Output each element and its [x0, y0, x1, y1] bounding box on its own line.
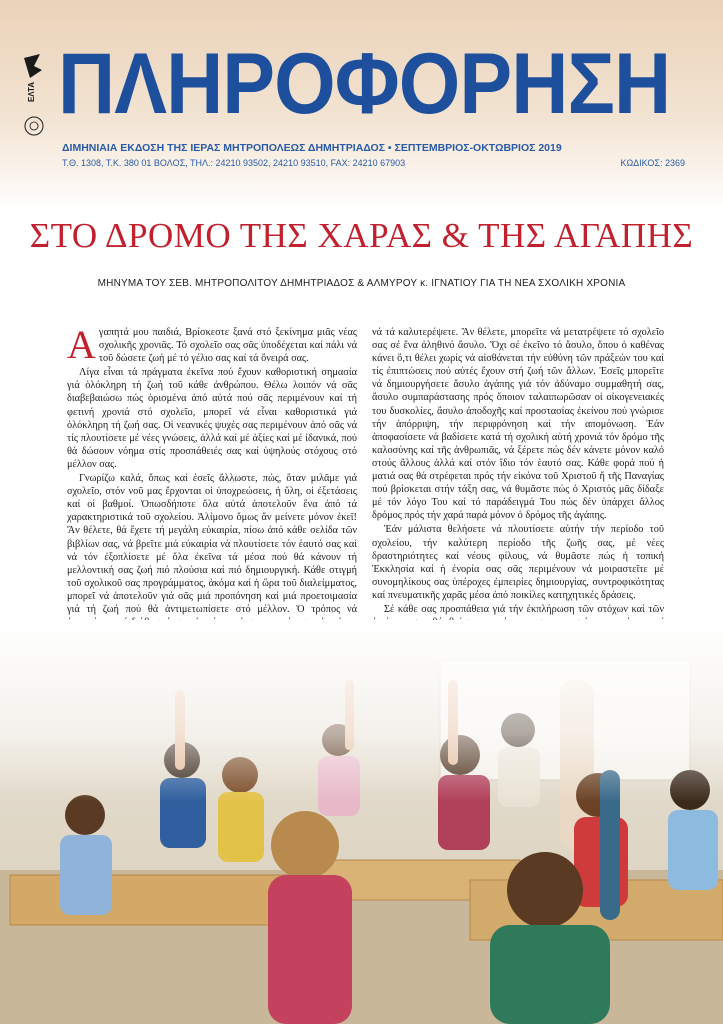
article-column-right — [372, 326, 664, 670]
masthead-code: ΚΩΔΙΚΟΣ: 2369 — [620, 158, 685, 168]
article-paragraph: Γνωρίζω καλά, ὅπως καί ἐσεῖς ἄλλωστε, πώς, ὅταν μιλᾶμε γιά σχολεῖο, στόν νοῦ μας ἔρχονται οἱ ὑποχρεώσεις, ἡ ὕλη, οἱ ἐξετάσεις καί οἱ βαθμοί. Ὁπωσδήποτε ὅλα αὐτά ἀποτελοῦν ἕνα ἀπό τά χαρακτηριστικά τοῦ σχολείου. Ἀλίμονο ὅμως ἄν μείνετε μόνον ἐκεῖ! Ἄν θέλετε, θά ἔχετε τή μεγάλη εὐκαιρία, πίσω ἀπό κάθε σελίδα τῶν βιβλίων σας, νά βρεῖτε μιά εὐκαιρία νά πλουτίσετε τόν ἑαυτό σας καί νά τόν ἐξοπλίσετε μέ ὅλα ἐκεῖνα τά μέσα πού θά κάνουν τή μελλοντική σας ζωή πιό πλούσια καί πιό δημιουργική. Κάθε στιγμή τοῦ σχολικοῦ σας προγράμματος, ἀκόμα καί ἡ ὥρα τοῦ διαλείμματος, μπορεῖ νά ἀποτελοῦν γιά σᾶς μιά προπόνηση καί μιά προετοιμασία γιά τή ζωή πού θά ἀντιμετωπίσετε στό μέλλον. Ὁ τρόπος νά — [67, 473, 357, 615]
article-paragraph: νά τά καλυτερέψετε. Ἄν θέλετε, μπορεῖτε νά μετατρέψετε τό σχολεῖο σας σέ ἕνα ἀληθινό ἄσυλο. Ὄχι σέ ἐκεῖνο τό ἄσυλο, ὅπου ὁ καθένας κάνει ὅ,τι θέλει χωρίς νά αἰσθάνεται τήν εὐθύνη τῶν πράξεών του καί τίς ἐπιπτώσεις πού αὐτές ἔχουν στή ζωή τῶν ἄλλων. Ἐσεῖς μπορεῖτε νά δημιουργήσετε ἄσυλο ἀγάπης γιά τόν ἀδύναμο συμμαθητή σας, ἄσυλο συμπαράστασης πρός ὅποιον ταλαιπωρῶσαν οἱ οἰκογενειακές του δυσκολίες, ἄσυλο ἀποδοχῆς καί προστασίας ἐκείνου πού γνώρισε τήν ἀπόρριψη, τήν περιφρόνηση καί τήν απομόνωση. Ἐάν ἀποφασίσετε νά βαδίσετε κατά τή σχολική αὐτή χρονιά τόν δρόμο τῆς καλοσύνης καί τῆς ἀνθρωπιᾶς, νά ξέρετε πώς δέν κάνετε μόνον καλό στούς ἄλλους ἀλλά καί στόν ἴδιο τόν ἑαυτό σας. Κάθε φορά πού ἡ ματιά σας θά στρέφεται πρός τήν εἰκόνα τοῦ Χριστοῦ ἤ τῆς Παναγίας πού βρίσκεται στήν τάξη σας, νά θυμᾶστε πώς ὁ Χριστός μᾶς δίδαξε μέ τόν λόγο Του καί τό παράδειγμά Του πώς δέν ὑπάρχει ἄλλος δρόμος πρός τήν χαρά παρά μόνον ὁ δρόμος τῆς ἀγάπης. — [372, 327, 664, 522]
dropcap: Α — [67, 322, 96, 367]
classroom-illustration — [0, 620, 723, 1024]
article-paragraph: Λίγα εἶναι τά πράγματα ἐκεῖνα πού ἔχουν καθοριστική σημασία γιά ὁλόκληρη τή ζωή τοῦ κάθε ἀνθρώπου. Θέλω λοιπόν νά σᾶς διαβεβαιώσω πώς ὁρισμένα ἀπό αὐτά πού σᾶς περιμένουν καί τή φετινή χρονιά στό σχολεῖο, μπορεῖ νά εἶναι καθοριστικά γιά ὁλόκληρη τή ζωή σας. Οἱ νεανικές ψυχές σας περιμένουν ἀπό σᾶς νά τίς πλουτίσετε μέ νέες γνώσεις, ἀλλά καί μέ ἀξίες καί μέ ἰδανικά, πού θά δώσουν νόημα στίς προσπάθειές σας καί ὑψηλούς στόχους στό μέλλον σας. — [67, 367, 357, 470]
elta-postage-logo — [20, 48, 48, 148]
article-headline: ΣΤΟ ΔΡΟΜΟ ΤΗΣ ΧΑΡΑΣ & ΤΗΣ ΑΓΑΠΗΣ — [29, 216, 694, 255]
article-paragraph: Σέ κάθε σας προσπάθεια γιά τήν ἐκπλήρωση τῶν στόχων καί τῶν — [384, 603, 664, 615]
article-subhead: ΜΗΝΥΜΑ ΤΟΥ ΣΕΒ. ΜΗΤΡΟΠΟΛΙΤΟΥ ΔΗΜΗΤΡΙΑΔΟΣ & ΑΛΜΥΡΟΥ κ. ΙΓΝΑΤΙΟΥ ΓΙΑ ΤΗ ΝΕΑ ΣΧΟΛΙΚΗ ΧΡΟΝΙΑ — [97, 278, 626, 289]
classroom-photo — [0, 620, 723, 1024]
masthead — [0, 0, 723, 210]
article-paragraph: Αγαπητά μου παιδιά, Βρίσκεστε ξανά στό ξεκίνημα μιᾶς νέας σχολικῆς χρονιᾶς. Τό σχολεῖο σας σᾶς ὑποδέχεται καί πάλι νά τοῦ δώσετε ζωή μέ τό γέλιο σας καί τά ὄνειρά σας. — [67, 322, 357, 367]
masthead-title: ΠΛΗΡΟΦΟΡΗΣΗ — [58, 36, 671, 132]
svg-text:ΕΛΤΑ: ΕΛΤΑ — [27, 81, 36, 103]
article-paragraph: Ἐάν μάλιστα θελήσετε νά πλουτίσετε αὐτήν τήν περίοδο τοῦ σχολείου, τήν καλύτερη περίοδο τῆς ζωῆς σας, μέ νέες δραστηριότητες καί νέους φίλους, νά θυμᾶστε πώς ἡ τοπική Ἐκκλησία καί ἡ ἐνορία σας σᾶς περιμένουν νά μοιραστεῖτε μέ συνομηλίκους σας ὑπέροχες ἐμπειρίες δημιουργίας, συντροφικότητας καί πνευματικῆς χαρᾶς μέσα ἀπό ποικίλες κατηχητικές δράσεις. — [372, 524, 664, 601]
masthead-contact: Τ.Θ. 1308, Τ.Κ. 380 01 ΒΟΛΟΣ, ΤΗΛ.: 24210 93502, 24210 93510, FAX: 24210 67903 — [62, 158, 406, 168]
masthead-subtitle: ΔΙΜΗΝΙΑΙΑ ΕΚΔΟΣΗ ΤΗΣ ΙΕΡΑΣ ΜΗΤΡΟΠΟΛΕΩΣ ΔΗΜΗΤΡΙΑΔΟΣ • ΣΕΠΤΕΜΒΡΙΟΣ-ΟΚΤΩΒΡΙΟΣ 2019 — [62, 142, 562, 154]
